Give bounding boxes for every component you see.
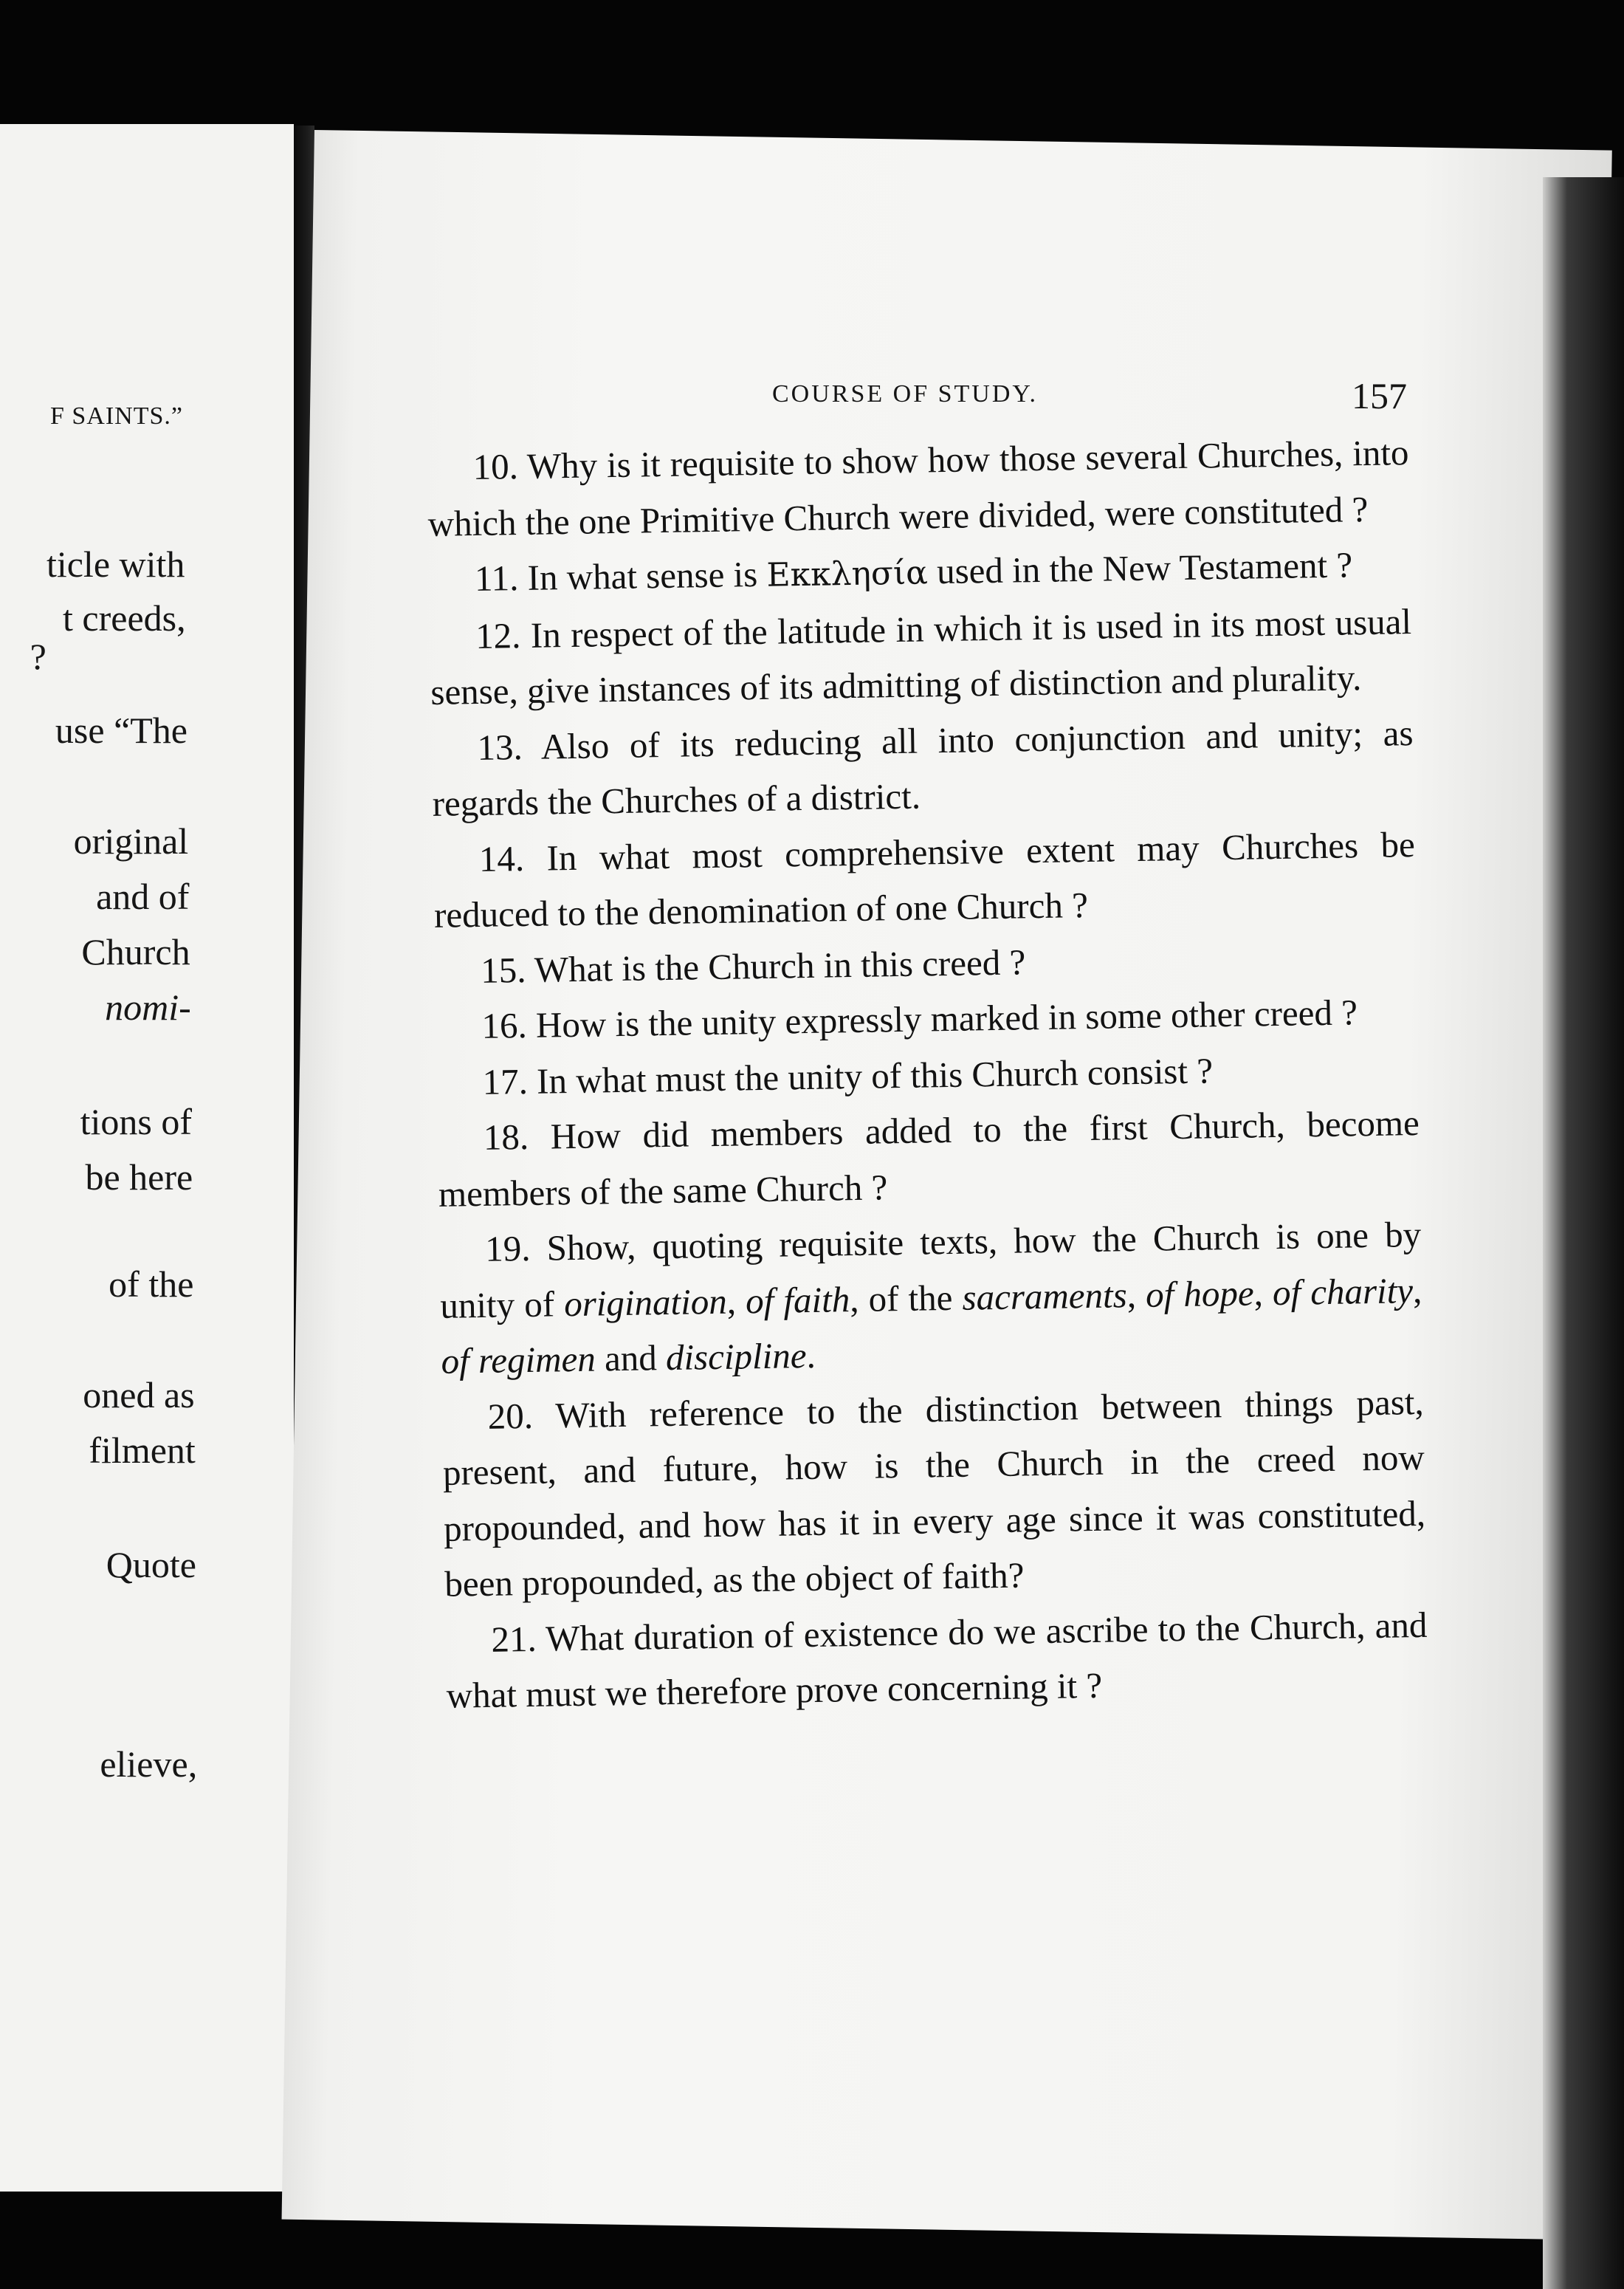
question-text: What is the Church in this creed ? bbox=[534, 941, 1026, 990]
italic-phrase: of faith bbox=[745, 1278, 850, 1321]
greek-term: Εκκλησία bbox=[766, 554, 929, 594]
previous-page-line: oned as bbox=[83, 1374, 195, 1415]
italic-phrase: of regimen bbox=[441, 1338, 596, 1382]
previous-page-line: nomi- bbox=[105, 986, 191, 1028]
question-text: In what most comprehensive extent may Churches be reduced to the denomination of one Church ? bbox=[433, 823, 1416, 936]
previous-page-line: F SAINTS.” bbox=[49, 402, 183, 430]
question-item bbox=[445, 1596, 1428, 1723]
question-text: , bbox=[1253, 1272, 1273, 1314]
question-item bbox=[439, 1207, 1423, 1389]
previous-page-fragment bbox=[0, 124, 294, 2192]
question-text: In respect of the latitude in which it is used in its most usual sense, give instances of its admitting of distinction and plurality. bbox=[430, 600, 1412, 713]
question-text: In what must the unity of this Church consist ? bbox=[536, 1049, 1214, 1102]
question-text: used in the New Testament ? bbox=[927, 544, 1353, 592]
question-text: . bbox=[806, 1334, 816, 1376]
previous-page-line: of the bbox=[109, 1263, 194, 1305]
previous-page-line: and of bbox=[96, 876, 190, 917]
question-item bbox=[427, 425, 1410, 552]
question-item bbox=[430, 594, 1413, 721]
question-text: Why is it requisite to show how those several Churches, into which the one Primitive Church were divided, were constituted ? bbox=[427, 432, 1409, 544]
question-text: , of the bbox=[849, 1277, 963, 1319]
question-item bbox=[433, 817, 1416, 944]
question-list bbox=[427, 425, 1428, 1723]
question-number: 16. bbox=[481, 1004, 537, 1046]
previous-page-line: use “The bbox=[55, 710, 187, 751]
question-text: How is the unity expressly marked in some other creed ? bbox=[535, 992, 1358, 1046]
previous-page-line: ticle with bbox=[46, 543, 185, 585]
question-item bbox=[431, 705, 1414, 832]
question-text: With reference to the distinction between things past, present, and future, how is the Church in the creed now propounded, and how has it in every age since it was constituted, been propounded, as the object of faith? bbox=[442, 1381, 1426, 1605]
italic-phrase: of hope bbox=[1145, 1272, 1255, 1315]
previous-page-line: Quote bbox=[106, 1544, 196, 1585]
previous-page-line: t creeds, bbox=[63, 597, 186, 639]
italic-phrase: sacraments bbox=[962, 1274, 1128, 1318]
question-number: 18. bbox=[483, 1116, 551, 1158]
question-text: Also of its reducing all into conjunction and unity; as regards the Churches of a district. bbox=[432, 712, 1414, 824]
question-number: 15. bbox=[480, 949, 535, 991]
question-text: In what sense is bbox=[527, 553, 767, 598]
question-text: What duration of existence do we ascribe to the Church, and what must we therefore prove concerning it ? bbox=[446, 1604, 1428, 1716]
previous-page-line: ? bbox=[30, 636, 47, 677]
previous-page-line: Church bbox=[81, 931, 190, 972]
question-number: 10. bbox=[472, 445, 528, 488]
question-text: , bbox=[726, 1280, 746, 1322]
italic-phrase: discipline bbox=[665, 1335, 807, 1379]
question-number: 11. bbox=[474, 557, 529, 599]
previous-page-line: filment bbox=[89, 1430, 196, 1471]
question-number: 13. bbox=[477, 726, 542, 768]
italic-phrase: origination bbox=[563, 1280, 728, 1324]
question-text: Show, quoting requisite texts, how the Church is one by unity of bbox=[439, 1213, 1422, 1326]
previous-page-line: original bbox=[73, 820, 189, 862]
question-number: 12. bbox=[475, 614, 531, 656]
question-number: 20. bbox=[487, 1394, 556, 1437]
question-text: How did members added to the first Church, become members of the same Church ? bbox=[438, 1102, 1420, 1215]
previous-page-line: be here bbox=[85, 1156, 193, 1198]
question-number: 17. bbox=[482, 1060, 537, 1102]
question-number: 21. bbox=[491, 1618, 546, 1660]
question-item bbox=[441, 1373, 1427, 1612]
question-number: 19. bbox=[484, 1227, 548, 1269]
question-number: 14. bbox=[478, 837, 548, 879]
previous-page-line: tions of bbox=[80, 1101, 192, 1142]
italic-phrase: of charity bbox=[1272, 1269, 1414, 1313]
previous-page-line: elieve, bbox=[100, 1743, 198, 1785]
question-text: and bbox=[595, 1337, 667, 1379]
question-text: , bbox=[1126, 1274, 1146, 1315]
running-head-title: COURSE OF STUDY. bbox=[772, 380, 1039, 408]
page-edge-shadow bbox=[1543, 177, 1624, 2289]
question-item bbox=[437, 1095, 1420, 1222]
question-text: , bbox=[1412, 1269, 1422, 1311]
page-number: 157 bbox=[1352, 375, 1407, 416]
